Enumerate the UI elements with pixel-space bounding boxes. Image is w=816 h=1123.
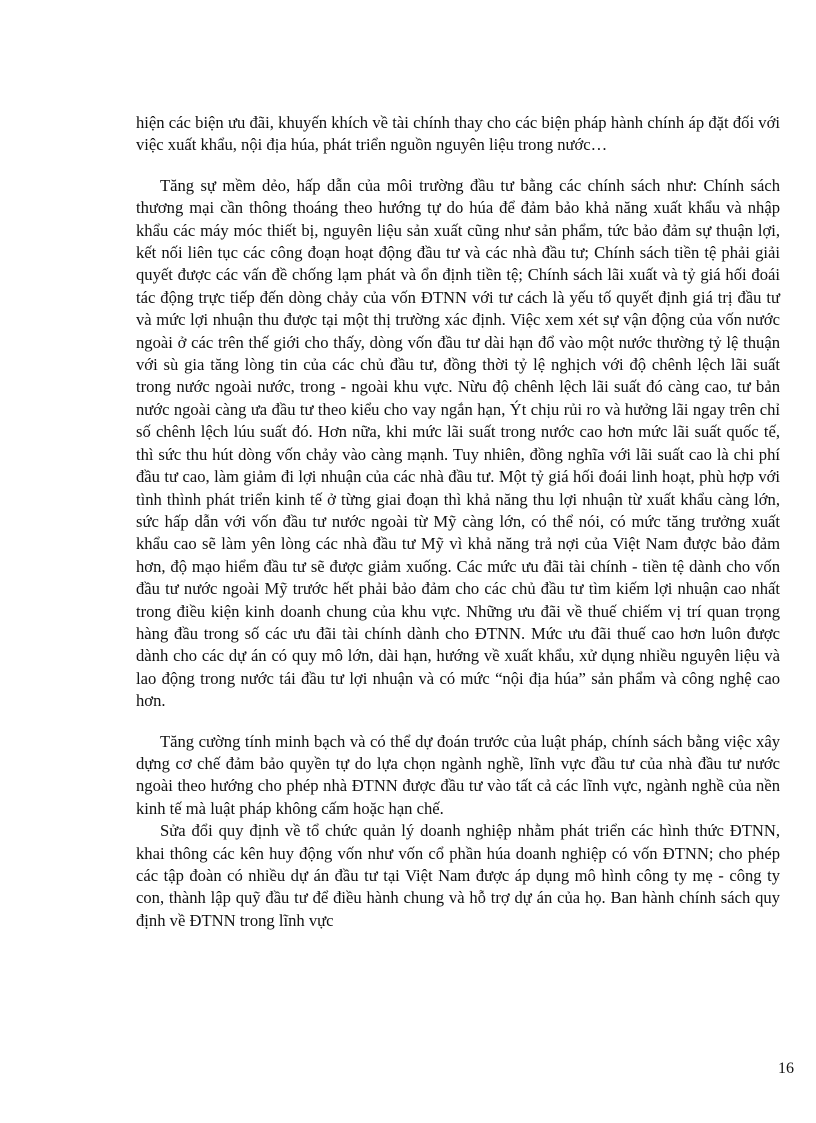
paragraph-continuation: hiện các biện ưu đãi, khuyến khích về tài chính thay cho các biện pháp hành chính áp đặt đối với việc xuất khẩu, nội địa húa, phát triển nguồn nguyên liệu trong nước… bbox=[136, 113, 780, 155]
page-body bbox=[136, 112, 780, 932]
page-number: 16 bbox=[778, 1060, 794, 1077]
paragraph-investment-environment: Tăng sự mềm dẻo, hấp dẫn của môi trường đầu tư bằng các chính sách như: Chính sách thương mại cần thông thoáng theo hướng tự do húa để đảm bảo khả năng xuất khẩu và nhập khẩu các máy móc thiết bị, nguyên liệu sản xuất cũng như sản phẩm, tức bảo đảm sự thuận lợi, kết nối liên tục các công đoạn hoạt động đầu tư và các nhà đầu tư; Chính sách tiền tệ phải giải quyết được các vấn đề chống lạm phát và ổn định tiền tệ; Chính sách lãi xuất và tỷ giá hối đoái tác động trực tiếp đến dòng chảy của vốn ĐTNN với tư cách là yếu tố quyết định giá trị đầu tư và mức lợi nhuận thu được tại một thị trường xác định. Việc xem xét sự vận động của vốn nước ngoài ở các trên thế giới cho thấy, dòng vốn đầu tư dài hạn đổ vào một nước thường tỷ lệ thuận với sù gia tăng lòng tin của các chủ đầu tư, đồng thời tỷ lệ nghịch với độ chênh lệch lãi suất trong nước ngoài nước, trong - ngoài khu vực. Nừu độ chênh lệch lãi suất đó càng cao, tư bản nước ngoài càng ưa đầu tư theo kiểu cho vay ngắn hạn, Ýt chịu rủi ro và hưởng lãi ngay trên chỉ số chênh lệch lúu suất đó. Hơn nữa, khi mức lãi suất trong nước cao hơn mức lãi suất quốc tế, thì sức thu hút dòng vốn chảy vào càng mạnh. Tuy nhiên, đồng nghĩa với lãi suất cao là chi phí đầu tư cao, làm giảm đi lợi nhuận của các nhà đầu tư. Một tỷ giá hối đoái linh hoạt, phù hợp với tình thình phát triển kinh tế ở từng giai đoạn thì khả năng thu lợi nhuận từ xuất khẩu càng lớn, sức hấp dẫn với vốn đầu tư nước ngoài từ Mỹ càng lớn, có thể nói, có mức tăng trưởng xuất khẩu cao sẽ làm yên lòng các nhà đầu tư Mỹ vì khả năng trả nợi của Việt Nam được bảo đảm hơn, độ mạo hiểm đầu tư sẽ được giảm xuống. Các mức ưu đãi tài chính - tiền tệ dành cho vốn đầu tư nước ngoài Mỹ trước hết phải bảo đảm cho các chủ đầu tư tìm kiếm lợi nhuận cao nhất trong điều kiện kinh doanh chung của khu vực. Những ưu đãi về thuế chiếm vị trí quan trọng hàng đầu trong số các ưu đãi tài chính dành cho ĐTNN. Mức ưu đãi thuế cao hơn luôn được dành cho các dự án có quy mô lớn, dài hạn, hướng về xuất khẩu, xử dụng nhiều nguyên liệu và lao động trong nước tái đầu tư lợi nhuận và có mức “nội địa húa” sản phẩm và công nghệ cao hơn. bbox=[136, 175, 780, 711]
paragraph-spacer bbox=[136, 157, 780, 175]
paragraph-enterprise-management: Sửa đổi quy định về tổ chức quản lý doanh nghiệp nhằm phát triển các hình thức ĐTNN, khai thông các kên huy động vốn như vốn cổ phần húa doanh nghiệp có vốn ĐTNN; cho phép các tập đoàn có nhiều dự án đầu tư tại Việt Nam được áp dụng mô hình công ty mẹ - công ty con, thành lập quỹ đầu tư để điều hành chung và hỗ trợ dự án của họ. Ban hành chính sách quy định về ĐTNN trong lĩnh vực bbox=[136, 821, 780, 930]
paragraph-spacer bbox=[136, 713, 780, 731]
paragraph-transparency: Tăng cường tính minh bạch và có thể dự đoán trước của luật pháp, chính sách bằng việc xây dựng cơ chế đảm bảo quyền tự do lựa chọn ngành nghề, lĩnh vực đầu tư của nhà đầu tư nước ngoài theo hướng cho phép nhà ĐTNN được đầu tư vào tất cả các lĩnh vực, ngành nghề của nền kinh tế mà luật pháp không cấm hoặc hạn chế. bbox=[136, 731, 780, 818]
